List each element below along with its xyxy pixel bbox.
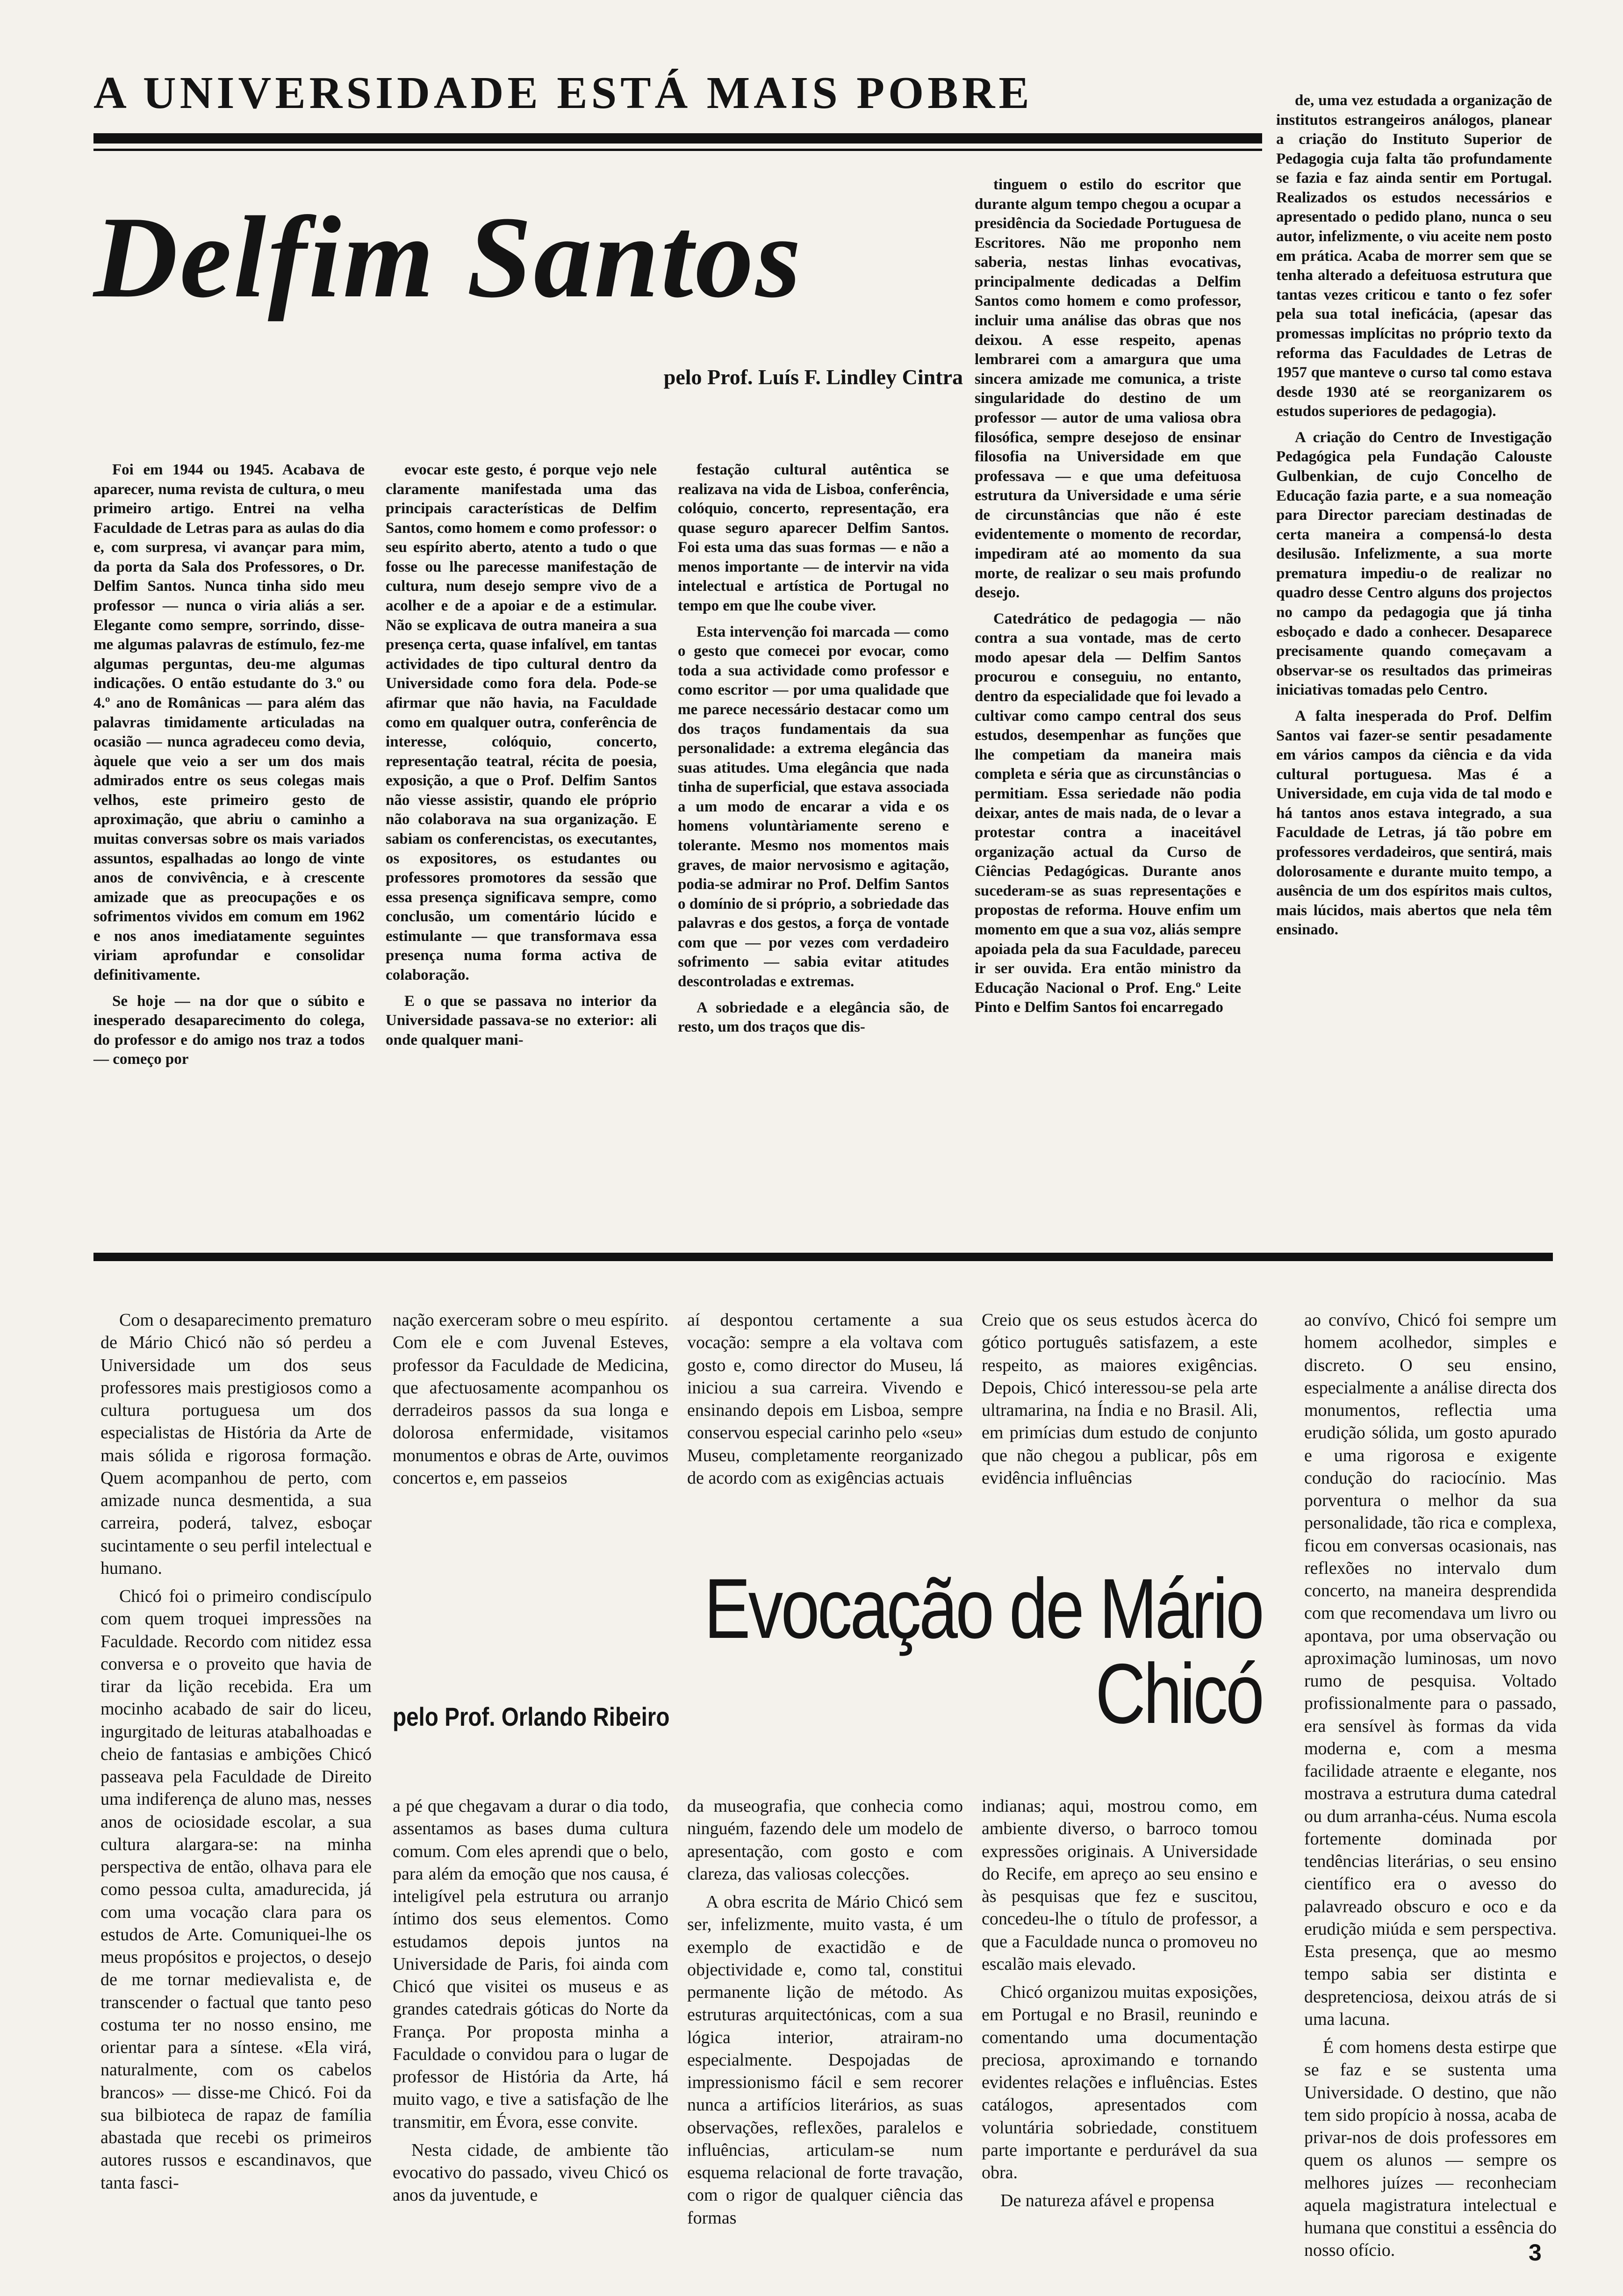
paragraph: evocar este gesto, é porque vejo nele claramente manifestada uma das principais características de Delfim Santos, como homem e como professor: o seu espírito aberto, atento a tudo o que fosse ou lhe parecesse manifestação de cultura, num desejo sempre vivo de a acolher e de a apoiar e de a estimular. Não se explicava de outra maneira a sua presença certa, quase infalível, em tantas actividades de tipo cultural dentro da Universidade como fora dela. Pode-se afirmar que não havia, na Faculdade como em qualquer outra, conferência de interesse, colóquio, concerto, representação teatral, récita de poesia, exposição, a que o Prof. Delfim Santos não viesse assistir, quando ele próprio não colaborava na sua organização. E sabiam os conferencistas, os executantes, os expositores, os estudantes ou professores promotores da sessão que essa presença significava sempre, como conclusão, um comentário lúcido e estimulante — que transformava essa presença numa forma activa de colaboração. xyxy=(386,461,657,984)
paragraph: ao convívo, Chicó foi sempre um homem acolhedor, simples e discreto. O seu ensino, especialmente a análise directa dos monumentos, reflectia uma erudição sólida, um gosto apurado e uma rigorosa e exigente condução do raciocínio. Mas porventura o melhor da sua personalidade, tão rica e complexa, ficou em conversas ocasionais, nas reflexões no intervalo dum concerto, na maneira desprendida com que recomendava um livro ou apontava, por uma observação ou aproximação luminosas, um novo rumo de pesquisa. Voltado profissionalmente para o passado, era sensível às formas da vida moderna e, com a mesma facilidade atraente e elegante, nos mostrava a estrutura duma catedral ou dum arranha-céus. Numa escola fortemente dominada por tendências literárias, o seu ensino científico era o avesso do palavreado obscuro e oco e da erudição miúda e sem perspectiva. Esta presença, que ao mesmo tempo sabia ser distinta e despretenciosa, deixou atrás de si uma lacuna. xyxy=(1304,1310,1557,2029)
paragraph: A criação do Centro de Investigação Pedagógica pela Fundação Calouste Gulbenkian, de cujo Concelho de Educação fazia parte, e a sua nomeação para Director pareciam destinadas de certa maneira a compensá-lo desta desilusão. Infelizmente, a sua morte prematura impediu-o de realizar no quadro desse Centro alguns dos projectos no campo da pedagogia que já tinha esboçado e dado a conhecer. Desaparece precisamente quando começavam a observar-se os resultados das primeiras iniciativas tomadas pelo Centro. xyxy=(1276,429,1552,699)
paragraph: Foi em 1944 ou 1945. Acabava de aparecer, numa revista de cultura, o meu primeiro artigo. Entrei na velha Faculdade de Letras para as aulas do dia e, com surpresa, vi avançar para mim, da porta da Sala dos Professores, o Dr. Delfim Santos. Nunca tinha sido meu professor — nunca o viria aliás a ser. Elegante como sempre, sorrindo, disse-me algumas palavras de estímulo, fez-me algumas perguntas, deu-me algumas indicações. O então estudante do 3.º ou 4.º ano de Românicas — para além das palavras timidamente articuladas na ocasião — nunca agradeceu como devia, àquele que veio a ser um dos mais admirados entre os seus colegas mais velhos, este primeiro gesto de aproximação, que abriu o caminho a muitas conversas sobre os mais variados assuntos, espalhadas ao longo de vinte anos de convivência, e à crescente amizade que as preocupações e os sofrimentos vividos em comum em 1962 e nos anos imediatamente seguintes viriam aprofundar e consolidar definitivamente. xyxy=(93,461,365,984)
top-rule-thin xyxy=(93,149,1262,151)
article2-column-4-top xyxy=(982,1309,1257,1533)
paragraph: da museografia, que conhecia como ninguém, fazendo dele um modelo de apresentação, com gosto e com clareza, das valiosas colecções. xyxy=(687,1796,963,1884)
paragraph: nação exerceram sobre o meu espírito. Com ele e com Juvenal Esteves, professor da Faculdade de Medicina, que afectuosamente acompanhou os derradeiros passos da sua longa e dolorosa enfermidade, visitamos monumentos e obras de Arte, ouvimos concertos e, em passeios xyxy=(393,1310,668,1488)
paragraph: Esta intervenção foi marcada — como o gesto que comecei por evocar, como toda a sua actividade como professor e como escritor — por uma qualidade que me parece necessário destacar como um dos traços fundamentais da sua personalidade: a extrema elegância das suas atitudes. Uma elegância que nada tinha de superficial, que estava associada a um modo de encarar a vida e os homens voluntàriamente sereno e tolerante. Mesmo nos momentos mais graves, de maior nervosismo e agitação, podia-se admirar no Prof. Delfim Santos o domínio de si próprio, a sobriedade das palavras e dos gestos, a força de vontade com que — por vezes com verdadeiro sofrimento — sabia evitar atitudes descontroladas e extremas. xyxy=(678,623,949,990)
paragraph: Chicó organizou muitas exposições, em Portugal e no Brasil, reunindo e comentando uma documentação preciosa, aproximando e tornando evidentes relações e influências. Estes catálogos, apresentados com voluntária sobriedade, constituem parte importante e perdurável da sua obra. xyxy=(982,1982,1257,2182)
paragraph: É com homens desta estirpe que se faz e se sustenta uma Universidade. O destino, que não tem sido propício à nossa, acaba de privar-nos de dois professores em quem os alunos — sempre os melhores juízes — reconheciam aquela magistratura intelectual e humana que constitui a essência do nosso ofício. xyxy=(1304,2038,1557,2260)
paragraph: aí despontou certamente a sua vocação: sempre a ela voltava com gosto e, como director do Museu, lá iniciou a sua carreira. Vivendo e ensinando depois em Lisboa, sempre conservou especial carinho pelo «seu» Museu, completamente reorganizado de acordo com as exigências actuais xyxy=(687,1310,963,1488)
article1-column-4 xyxy=(975,175,1241,1227)
article2-column-1 xyxy=(101,1309,372,2220)
article-byline-ribeiro: pelo Prof. Orlando Ribeiro xyxy=(393,1702,670,1731)
article-title-mario-chico: Evocação de Mário Chicó xyxy=(704,1561,1262,1741)
article-byline-cintra: pelo Prof. Luís F. Lindley Cintra xyxy=(663,365,963,389)
paragraph: Chicó foi o primeiro condiscípulo com quem troquei impressões na Faculdade. Recordo com nitidez essa conversa e o proveito que havia de tirar da lição recebida. Era um mocinho acabado de sair do liceu, ingurgitado de leituras atabalhoadas e cheio de fantasias e ambições Chicó passeava pela Faculdade de Direito uma indiferença de aluno mas, nesses anos de ociosidade escolar, a sua cultura alargara-se: na minha perspectiva de então, olhava para ele como pessoa culta, amadurecida, já com uma vocação clara para os estudos de Arte. Comuniquei-lhe os meus propósitos e projectos, o desejo de me tornar medievalista e, de transcender o factual que tanto peso costuma ter no nosso ensino, me orientar para a síntese. «Ela virá, naturalmente, com os cabelos brancos» — disse-me Chicó. Foi da sua bilbioteca de rapaz de família abastada que recebi os primeiros autores russos e escandinavos, que tanta fasci- xyxy=(101,1586,372,2193)
paragraph: A falta inesperada do Prof. Delfim Santos vai fazer-se sentir pesadamente em vários campos da ciência e da vida cultural portuguesa. Mas é a Universidade, em cuja vida de tal modo e há tantos anos estava integrado, a sua Faculdade de Letras, já tão pobre em professores verdadeiros, que sentirá, mais dolorosamente e durante muito tempo, a ausência de um dos espíritos mais cultos, mais lúcidos, mais abertos que nela têm ensinado. xyxy=(1276,707,1552,939)
article2-column-2-bottom xyxy=(393,1795,668,2216)
paragraph: Nesta cidade, de ambiente tão evocativo do passado, viveu Chicó os anos da juventude, e xyxy=(393,2140,668,2205)
paragraph: Se hoje — na dor que o súbito e inesperado desaparecimento do colega, do professor e do amigo nos traz a todos — começo por xyxy=(93,992,365,1068)
paragraph: Creio que os seus estudos àcerca do gótico português satisfazem, a este respeito, as maiores exigências. Depois, Chicó interessou-se pela arte ultramarina, na Índia e no Brasil. Ali, em primícias dum estudo de conjunto que não chegou a publicar, pôs em evidência influências xyxy=(982,1310,1257,1488)
paragraph: a pé que chegavam a durar o dia todo, assentamos as bases duma cultura comum. Com eles aprendi que o belo, para além da emoção que nos causa, é inteligível pela estrutura ou arranjo íntimo dos seus elementos. Como estudamos depois juntos na Universidade de Paris, foi ainda com Chicó que visitei os museus e as grandes catedrais góticas do Norte da França. Por proposta minha a Faculdade o convidou para o lugar de professor de História da Arte, há muito vago, e tive a satisfação de lhe transmitir, em Évora, esse convite. xyxy=(393,1796,668,2132)
page-number: 3 xyxy=(1529,2239,1542,2266)
article1-column-3 xyxy=(678,460,949,1227)
paragraph: Catedrático de pedagogia — não contra a sua vontade, mas de certo modo apesar dela — Delfim Santos procurou e conseguiu, no entanto, dentro da especialidade que foi levado a cultivar como campo central dos seus estudos, desempenhar as funções que lhe competiam da maneira mais completa e séria que as circunstâncias o permitiam. Essa seriedade não podia deixar, antes de mais nada, de o levar a protestar contra a inaceitável organização actual da Curso de Ciências Pedagógicas. Durante anos sucederam-se as suas representações e propostas de reforma. Houve enfim um momento em que a sua voz, aliás sempre apoiada pela da sua Faculdade, pareceu ir ser ouvida. Era então ministro da Educação Nacional o Prof. Eng.º Leite Pinto e Delfim Santos foi encarregado xyxy=(975,610,1241,1016)
paragraph: A sobriedade e a elegância são, de resto, um dos traços que dis- xyxy=(678,999,949,1036)
article2-column-3-top xyxy=(687,1309,963,1533)
paragraph: festação cultural autêntica se realizava na vida de Lisboa, conferência, colóquio, concerto, representação, era quase seguro aparecer Delfim Santos. Foi esta uma das suas formas — e não a menos importante — de intervir na vida intelectual e artística de Portugal no tempo em que lhe coube viver. xyxy=(678,461,949,615)
section-kicker: A UNIVERSIDADE ESTÁ MAIS POBRE xyxy=(93,68,1033,118)
article-title-delfim-santos: Delfim Santos xyxy=(93,193,803,322)
paragraph: A obra escrita de Mário Chicó sem ser, infelizmente, muito vasta, é um exemplo de exactidão e de objectividade e, como tal, constitui permanente lição de método. As estruturas arquitectónicas, com a sua lógica interior, atrairam-no especialmente. Despojadas de impressionismo fácil e sem recorer nunca a artifícios literários, as suas observações, reflexões, paralelos e influências, articulam-se num esquema relacional de forte travação, com o rigor de qualquer ciência das formas xyxy=(687,1892,963,2228)
top-rule xyxy=(93,133,1262,144)
paragraph: indianas; aqui, mostrou como, em ambiente diverso, o barroco tomou expressões originais. A Universidade do Recife, em apreço ao seu ensino e às pesquisas que fez e suscitou, concedeu-lhe o título de professor, a que a Faculdade nunca o promoveu no escalão mais elevado. xyxy=(982,1796,1257,1974)
paragraph: Com o desaparecimento prematuro de Mário Chicó não só perdeu a Universidade um dos seus professores mais prestigiosos como a cultura portuguesa um dos especialistas de História da Arte de mais sólida e rigorosa formação. Quem acompanhou de perto, com amizade nunca desmentida, a sua carreira, poderá, talvez, esboçar sucintamente o seu perfil intelectual e humano. xyxy=(101,1310,372,1578)
article2-column-4-bottom xyxy=(982,1795,1257,2216)
article2-column-2-top xyxy=(393,1309,668,1533)
article2-column-5 xyxy=(1304,1309,1557,2260)
article1-column-1 xyxy=(93,460,365,1227)
section-divider-rule xyxy=(93,1253,1553,1261)
article2-column-3-bottom xyxy=(687,1795,963,2228)
paragraph: de, uma vez estudada a organização de institutos estrangeiros análogos, planear a criação do Instituto Superior de Pedagogia cuja falta tão profundamente se fazia e faz ainda sentir em Portugal. Realizados os estudos necessários e apresentado o pedido plano, nunca o seu autor, infelizmente, o viu aceite nem posto em prática. Acaba de morrer sem que se tenha alterado a defeituosa estrutura que tantas vezes criticou e tanto o fez sofer pela sua total ineficácia, (apesar das promessas implícitas no próprio texto da reforma das Faculdades de Letras de 1957 que manteve o curso tal como estava desde 1930 até se reorganizarem os estudos superiores de pedagogia). xyxy=(1276,92,1552,420)
article1-column-2 xyxy=(386,460,657,1227)
paragraph: tinguem o estilo do escritor que durante algum tempo chegou a ocupar a presidência da Sociedade Portuguesa de Escritores. Não me proponho nem saberia, nestas linhas evocativas, principalmente dedicadas a Delfim Santos como homem e como professor, incluir uma análise das obras que nos deixou. A esse respeito, apenas lembrarei com a amargura que uma sincera amizade me comunica, a triste singularidade do destino de um professor — autor de uma valiosa obra filosófica, sempre desejoso de ensinar filosofia na Universidade em que professava — e que uma defeituosa estrutura da Universidade e uma série de circunstâncias que não é este evidentemente o momento de recordar, impediram até ao momento da sua morte, de realizar o seu mais profundo desejo. xyxy=(975,176,1241,602)
article1-column-5 xyxy=(1276,91,1552,1227)
paragraph: E o que se passava no interior da Universidade passava-se no exterior: ali onde qualquer mani- xyxy=(386,992,657,1048)
paragraph: De natureza afável e propensa xyxy=(1000,2191,1214,2211)
